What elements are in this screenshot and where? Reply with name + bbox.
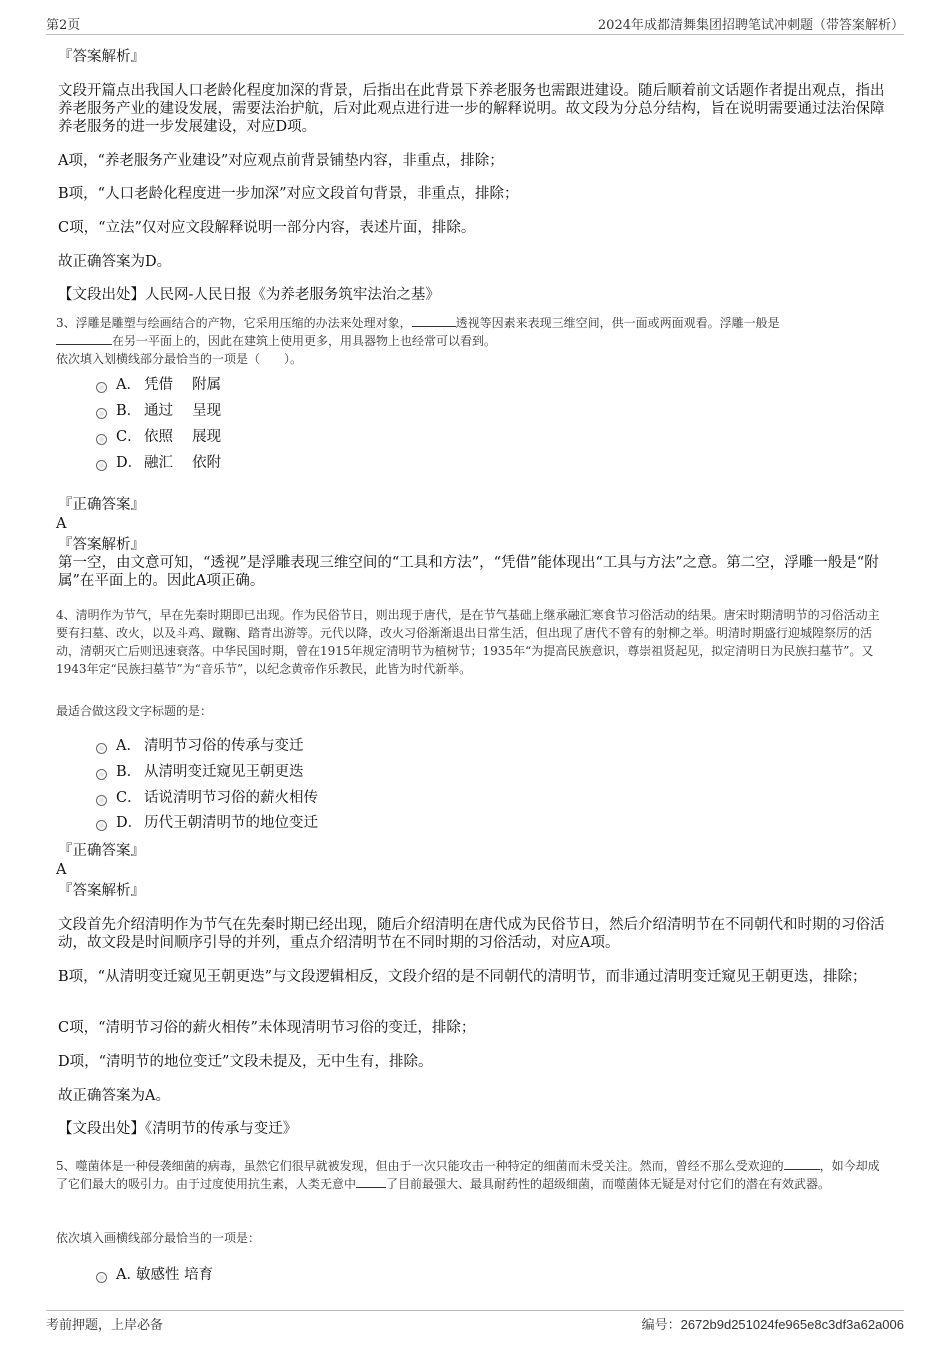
radio-icon[interactable] xyxy=(96,382,107,393)
q2-option-b-analysis: B项，“人口老龄化程度进一步加深”对应文段首句背景，非重点，排除； xyxy=(58,186,519,202)
q3-answer: A xyxy=(56,516,67,532)
q3-text-part3: 在另一平面上的，因此在建筑上使用更多，用具器物上也经常可以看到。 xyxy=(112,334,497,348)
q3-option-b[interactable]: B． 通过 呈现 xyxy=(96,401,221,421)
page-header xyxy=(46,12,904,35)
radio-icon[interactable] xyxy=(96,795,107,806)
q4-prompt: 最适合做这段文字标题的是： xyxy=(56,704,213,718)
q4-option-b-analysis: B项，“从清明变迁窥见王朝更迭”与文段逻辑相反，文段介绍的是不同朝代的清明节，而非通过清明变迁窥见王朝更迭，排除； xyxy=(58,969,867,985)
code-value: 2672b9d251024fe965e8c3df3a62a006 xyxy=(680,1317,904,1332)
q5-text-part1: 5、噬菌体是一种侵袭细菌的病毒，虽然它们很早就被发现，但由于一次只能攻击一种特定的细菌而未受关注。然而，曾经不那么受欢迎的 xyxy=(56,1159,784,1173)
radio-icon[interactable] xyxy=(96,1272,107,1283)
q3-option-c[interactable]: C． 依照 展现 xyxy=(96,427,221,447)
q5-text-part2: ，如今却成了它们最大的吸引力。由于过度使用抗生素，人类无意中 xyxy=(56,1159,880,1191)
q4-option-d-analysis: D项，“清明节的地位变迁”文段未提及，无中生有，排除。 xyxy=(58,1054,433,1070)
q3-prompt: 依次填入划横线部分最恰当的一项是（ ）。 xyxy=(56,352,303,366)
q2-conclusion: 故正确答案为D。 xyxy=(58,254,172,270)
q5-prompt: 依次填入画横线部分最恰当的一项是： xyxy=(56,1231,261,1245)
q3-text-part1: 3、浮雕是雕塑与绘画结合的产物，它采用压缩的办法来处理对象， xyxy=(56,316,412,330)
radio-icon[interactable] xyxy=(96,743,107,754)
q4-conclusion: 故正确答案为A。 xyxy=(58,1088,170,1104)
q5-blank-2 xyxy=(356,1175,386,1188)
q2-source: 【文段出处】人民网-人民日报《为养老服务筑牢法治之基》 xyxy=(58,287,440,303)
q4-option-c[interactable]: C． 话说清明节习俗的薪火相传 xyxy=(96,788,318,808)
q3-analysis-label: 『答案解析』 xyxy=(58,537,145,553)
q3-answer-label: 『正确答案』 xyxy=(58,497,145,513)
q3-blank-1 xyxy=(412,314,456,327)
page-footer xyxy=(46,1310,904,1335)
q4-option-b[interactable]: B． 从清明变迁窥见王朝更迭 xyxy=(96,762,304,782)
q5-question xyxy=(56,1157,890,1193)
q4-analysis-label: 『答案解析』 xyxy=(58,883,145,899)
document-code xyxy=(642,1314,904,1333)
q4-option-c-analysis: C项，“清明节习俗的薪火相传”未体现清明节习俗的变迁，排除； xyxy=(58,1020,476,1036)
radio-icon[interactable] xyxy=(96,820,107,831)
q4-analysis: 文段首先介绍清明作为节气在先秦时期已经出现，随后介绍清明在唐代成为民俗节日，然后介绍清明节在不同朝代和时期的习俗活动，故文段是时间顺序引导的并列，重点介绍清明节在不同时期的习俗活动，对应A项。 xyxy=(58,917,885,951)
document-title: 2024年成都清舞集团招聘笔试冲刺题（带答案解析） xyxy=(597,18,904,33)
q5-blank-1 xyxy=(784,1157,820,1170)
q5-text-part3: 了目前最强大、最具耐药性的超级细菌，而噬菌体无疑是对付它们的潜在有效武器。 xyxy=(386,1177,831,1191)
radio-icon[interactable] xyxy=(96,408,107,419)
q3-text-part2: 透视等因素来表现三维空间，供一面或两面观看。浮雕一般是 xyxy=(455,316,780,330)
q2-option-a-analysis: A项，“养老服务产业建设”对应观点前背景铺垫内容，非重点，排除； xyxy=(58,153,504,169)
radio-icon[interactable] xyxy=(96,460,107,471)
q2-option-c-analysis: C项，“立法”仅对应文段解释说明一部分内容，表述片面，排除。 xyxy=(58,220,476,236)
code-label: 编号： xyxy=(641,1318,681,1333)
q3-blank-2 xyxy=(56,332,112,345)
q4-answer-label: 『正确答案』 xyxy=(58,843,145,859)
q2-analysis-label: 『答案解析』 xyxy=(58,49,145,65)
q4-source: 【文段出处】《清明节的传承与变迁》 xyxy=(58,1121,298,1137)
q3-analysis: 第一空，由文意可知，“透视”是浮雕表现三维空间的“工具和方法”，“凭借”能体现出“工具与方法”之意。第二空，浮雕一般是“附属”在平面上的。因此A项正确。 xyxy=(58,555,879,589)
footer-slogan: 考前押题，上岸必备 xyxy=(46,1318,164,1333)
radio-icon[interactable] xyxy=(96,769,107,780)
page-number: 第2页 xyxy=(46,18,81,33)
radio-icon[interactable] xyxy=(96,434,107,445)
q3-question xyxy=(56,314,890,368)
q4-option-a[interactable]: A． 清明节习俗的传承与变迁 xyxy=(96,736,304,756)
q5-option-a[interactable]: A．敏感性 培育 xyxy=(96,1265,213,1285)
q2-analysis: 文段开篇点出我国人口老龄化程度加深的背景，后指出在此背景下养老服务也需跟进建设。随后顺着前文话题作者提出观点，指出养老服务产业的建设发展，需要法治护航，后对此观点进行进一步的解释说明。故文段为分总分结构，旨在说明需要通过法治保障养老服务的进一步发展建设，对应D项。 xyxy=(58,83,885,135)
q3-option-a[interactable]: A． 凭借 附属 xyxy=(96,375,221,395)
q4-question: 4、清明作为节气，早在先秦时期即已出现。作为民俗节日，则出现于唐代，是在节气基础上继承融汇寒食节习俗活动的结果。唐宋时期清明节的习俗活动主要有扫墓、改火，以及斗鸡、蹴鞠、踏青出游等。元代以降，改火习俗渐渐退出日常生活，但出现了唐代不曾有的射柳之举。明清时期盛行迎城隍祭厉的活动，清朝灭亡后则迅速衰落。中华民国时期，曾在1915年规定清明节为植树节；1935年“为提高民族意识，尊崇祖贤起见，拟定清明日为民族扫墓节”。又1943年定“民族扫墓节”为“音乐节”，以纪念黄帝作乐教民，此皆为时代新举。 xyxy=(56,608,880,676)
q3-option-d[interactable]: D． 融汇 依附 xyxy=(96,453,221,473)
q4-option-d[interactable]: D． 历代王朝清明节的地位变迁 xyxy=(96,813,318,833)
q4-answer: A xyxy=(56,862,67,878)
